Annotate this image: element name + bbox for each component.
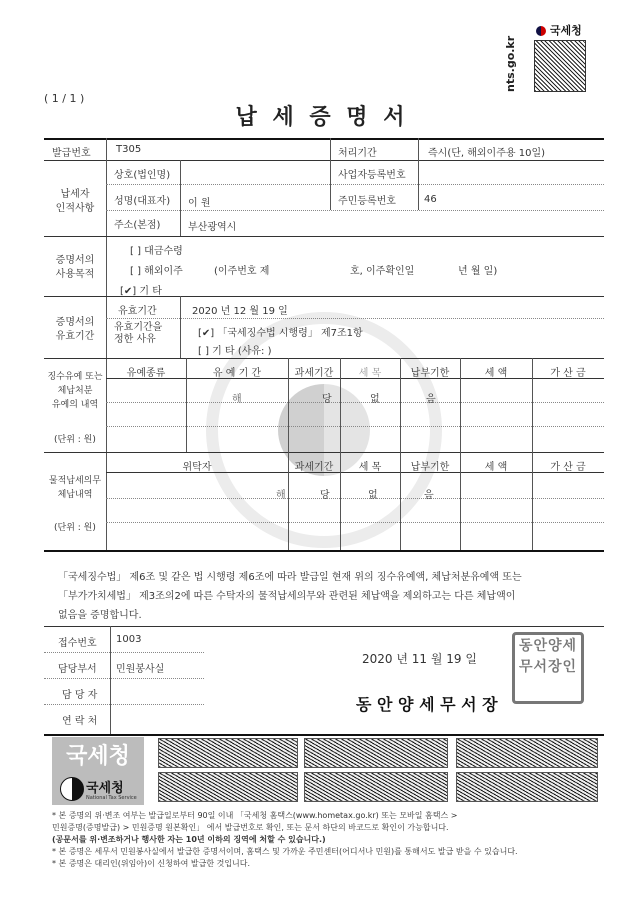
page-title: 납 세 증 명 서 bbox=[235, 104, 409, 130]
consignment-section-label: 물적납세의무 체납내역 bbox=[48, 476, 102, 500]
purpose-option-emigration[interactable]: [ ] 해외이주 bbox=[130, 266, 183, 277]
nts-logo-badge bbox=[536, 22, 596, 36]
consignment-none-char-3: 없 bbox=[368, 490, 378, 501]
contact-label: 연 락 처 bbox=[62, 716, 98, 727]
rep-name-value: 이 원 bbox=[188, 198, 211, 209]
validity-reason-law[interactable]: [✔] 「국세징수법 시행령」 제7조1항 bbox=[198, 328, 363, 339]
deferral-none-char-3: 없 bbox=[370, 394, 380, 405]
statement-line-2: 「부가가치세법」 제3조의2에 따른 수탁자의 물적납세의무와 관련된 체납액을 제외하고는 다른 체납액이 bbox=[58, 591, 516, 602]
deferral-none-char-4: 음 bbox=[426, 394, 436, 405]
validity-period-label: 유효기간 bbox=[118, 306, 157, 317]
deferral-header-due-date: 납부기한 bbox=[410, 368, 450, 379]
consignment-none-char-4: 음 bbox=[424, 490, 434, 501]
purpose-option-payment[interactable]: [ ] 대금수령 bbox=[130, 246, 183, 257]
note-line-3: (공문서를 위·변조하거나 행사한 자는 10년 이하의 징역에 처할 수 있습니다.) bbox=[52, 835, 326, 844]
emigration-confirm-label: 호, 이주확인일 bbox=[350, 266, 415, 277]
nts-swirl-icon bbox=[536, 26, 546, 36]
validity-period-value: 2020 년 12 월 19 일 bbox=[192, 306, 288, 317]
consignment-header-trustor: 위탁자 bbox=[182, 462, 212, 473]
footer-logo-text: 국세청 bbox=[66, 744, 130, 769]
validity-reason-label: 유효기간을 정한 사유 bbox=[114, 322, 163, 345]
receipt-number-value: 1003 bbox=[116, 634, 142, 645]
barcode-block-6[interactable] bbox=[456, 772, 598, 802]
seal-text: 동안양세무서장인 bbox=[518, 638, 578, 675]
consignment-header-tax-period: 과세기간 bbox=[294, 462, 334, 473]
issue-number-label: 발급번호 bbox=[52, 148, 91, 159]
consignment-header-due-date: 납부기한 bbox=[410, 462, 450, 473]
note-line-1: * 본 증명의 위·변조 여부는 발급일로부터 90일 이내 「국세청 홈택스(www.hometax.go.kr) 또는 모바일 홈택스 > bbox=[52, 811, 458, 820]
staff-label: 담 당 자 bbox=[62, 690, 98, 701]
rrn-value: 46 bbox=[424, 194, 437, 205]
validity-section-label: 증명서의 유효기간 bbox=[55, 317, 95, 342]
taeguk-icon bbox=[60, 777, 84, 801]
deferral-header-period: 유 예 기 간 bbox=[212, 368, 262, 379]
note-line-4: * 본 증명은 세무서 민원봉사실에서 발급한 증명서이며, 홈택스 및 가까운 주민센터(어디서나 민원)를 통해서도 발급 받을 수 있습니다. bbox=[52, 847, 518, 856]
nts-logo-text: 국세청 bbox=[549, 24, 582, 37]
department-value: 민원봉사실 bbox=[116, 664, 165, 675]
top-url-vertical: nts.go.kr bbox=[504, 35, 517, 92]
barcode-block-1[interactable] bbox=[158, 738, 298, 768]
notes-block bbox=[52, 810, 612, 870]
taxpayer-section-label: 납세자 인적사항 bbox=[55, 189, 95, 214]
consignment-none-char-2: 당 bbox=[320, 490, 330, 501]
purpose-section-label: 증명서의 사용목적 bbox=[55, 255, 95, 280]
consignment-unit: (단위 : 원) bbox=[54, 523, 96, 533]
page-index: ( 1 / 1 ) bbox=[44, 92, 85, 105]
rrn-label: 주민등록번호 bbox=[338, 196, 396, 207]
deferral-header-tax-period: 과세기간 bbox=[294, 368, 334, 379]
consignment-header-tax-item: 세 목 bbox=[358, 462, 382, 473]
emigration-date: 년 월 일) bbox=[458, 266, 498, 277]
statement-line-3: 없음을 증명합니다. bbox=[58, 610, 142, 621]
barcode-block-4[interactable] bbox=[304, 772, 448, 802]
certification-statement bbox=[58, 568, 606, 625]
consignment-header-tax-amount: 세 액 bbox=[484, 462, 508, 473]
tax-office-name: 동 안 양 세 무 서 장 bbox=[356, 695, 498, 714]
deferral-header-tax-item: 세 목 bbox=[358, 368, 382, 379]
processing-period-value: 즉시(단, 해외이주용 10일) bbox=[428, 148, 546, 159]
footer-emblem-text: 국세청 bbox=[86, 781, 124, 796]
footer-emblem-en: National Tax Service bbox=[86, 795, 137, 801]
deferral-none-char-1: 해 bbox=[232, 394, 242, 405]
note-line-5: * 본 증명은 대리인(위임아)이 신청하여 발급한 것입니다. bbox=[52, 859, 251, 868]
address-value: 부산광역시 bbox=[188, 222, 237, 233]
purpose-option-other[interactable]: [✔] 기 타 bbox=[120, 286, 162, 297]
validity-reason-other[interactable]: [ ] 기 타 (사유: ) bbox=[198, 346, 272, 357]
consignment-header-penalty: 가 산 금 bbox=[550, 462, 586, 473]
emigration-number-label: (이주번호 제 bbox=[214, 266, 270, 277]
company-name-label: 상호(법인명) bbox=[114, 170, 171, 181]
receipt-number-label: 접수번호 bbox=[58, 638, 97, 649]
issue-number-value: T305 bbox=[116, 144, 142, 155]
deferral-header-tax-amount: 세 액 bbox=[484, 368, 508, 379]
barcode-block-5[interactable] bbox=[456, 738, 598, 768]
deferral-section-label: 징수유예 또는 체납처분 유예의 내역 bbox=[47, 372, 103, 410]
deferral-unit: (단위 : 원) bbox=[54, 435, 96, 445]
rep-name-label: 성명(대표자) bbox=[114, 196, 171, 207]
deferral-header-type: 유예종류 bbox=[126, 368, 166, 379]
deferral-header-penalty: 가 산 금 bbox=[550, 368, 586, 379]
department-label: 담당부서 bbox=[58, 664, 97, 675]
consignment-none-char-1: 해 bbox=[276, 490, 286, 501]
official-seal bbox=[512, 632, 584, 704]
processing-period-label: 처리기간 bbox=[338, 148, 377, 159]
nts-footer-emblem bbox=[60, 775, 150, 805]
top-qr-code[interactable] bbox=[534, 40, 586, 92]
barcode-block-3[interactable] bbox=[304, 738, 448, 768]
note-line-2: 민원증명(증명발급) > 민원증명 원본확인」 에서 발급번호로 확인, 또는 문서 하단의 바코드로 확인이 가능합니다. bbox=[52, 823, 449, 832]
deferral-none-char-2: 당 bbox=[322, 394, 332, 405]
address-label: 주소(본점) bbox=[114, 220, 161, 231]
statement-line-1: 「국세징수법」 제6조 및 같은 법 시행령 제6조에 따라 발급일 현재 위의 징수유예액, 체납처분유예액 또는 bbox=[58, 572, 522, 583]
bizno-label: 사업자등록번호 bbox=[338, 170, 406, 181]
barcode-block-2[interactable] bbox=[158, 772, 298, 802]
issue-date: 2020 년 11 월 19 일 bbox=[362, 652, 477, 666]
